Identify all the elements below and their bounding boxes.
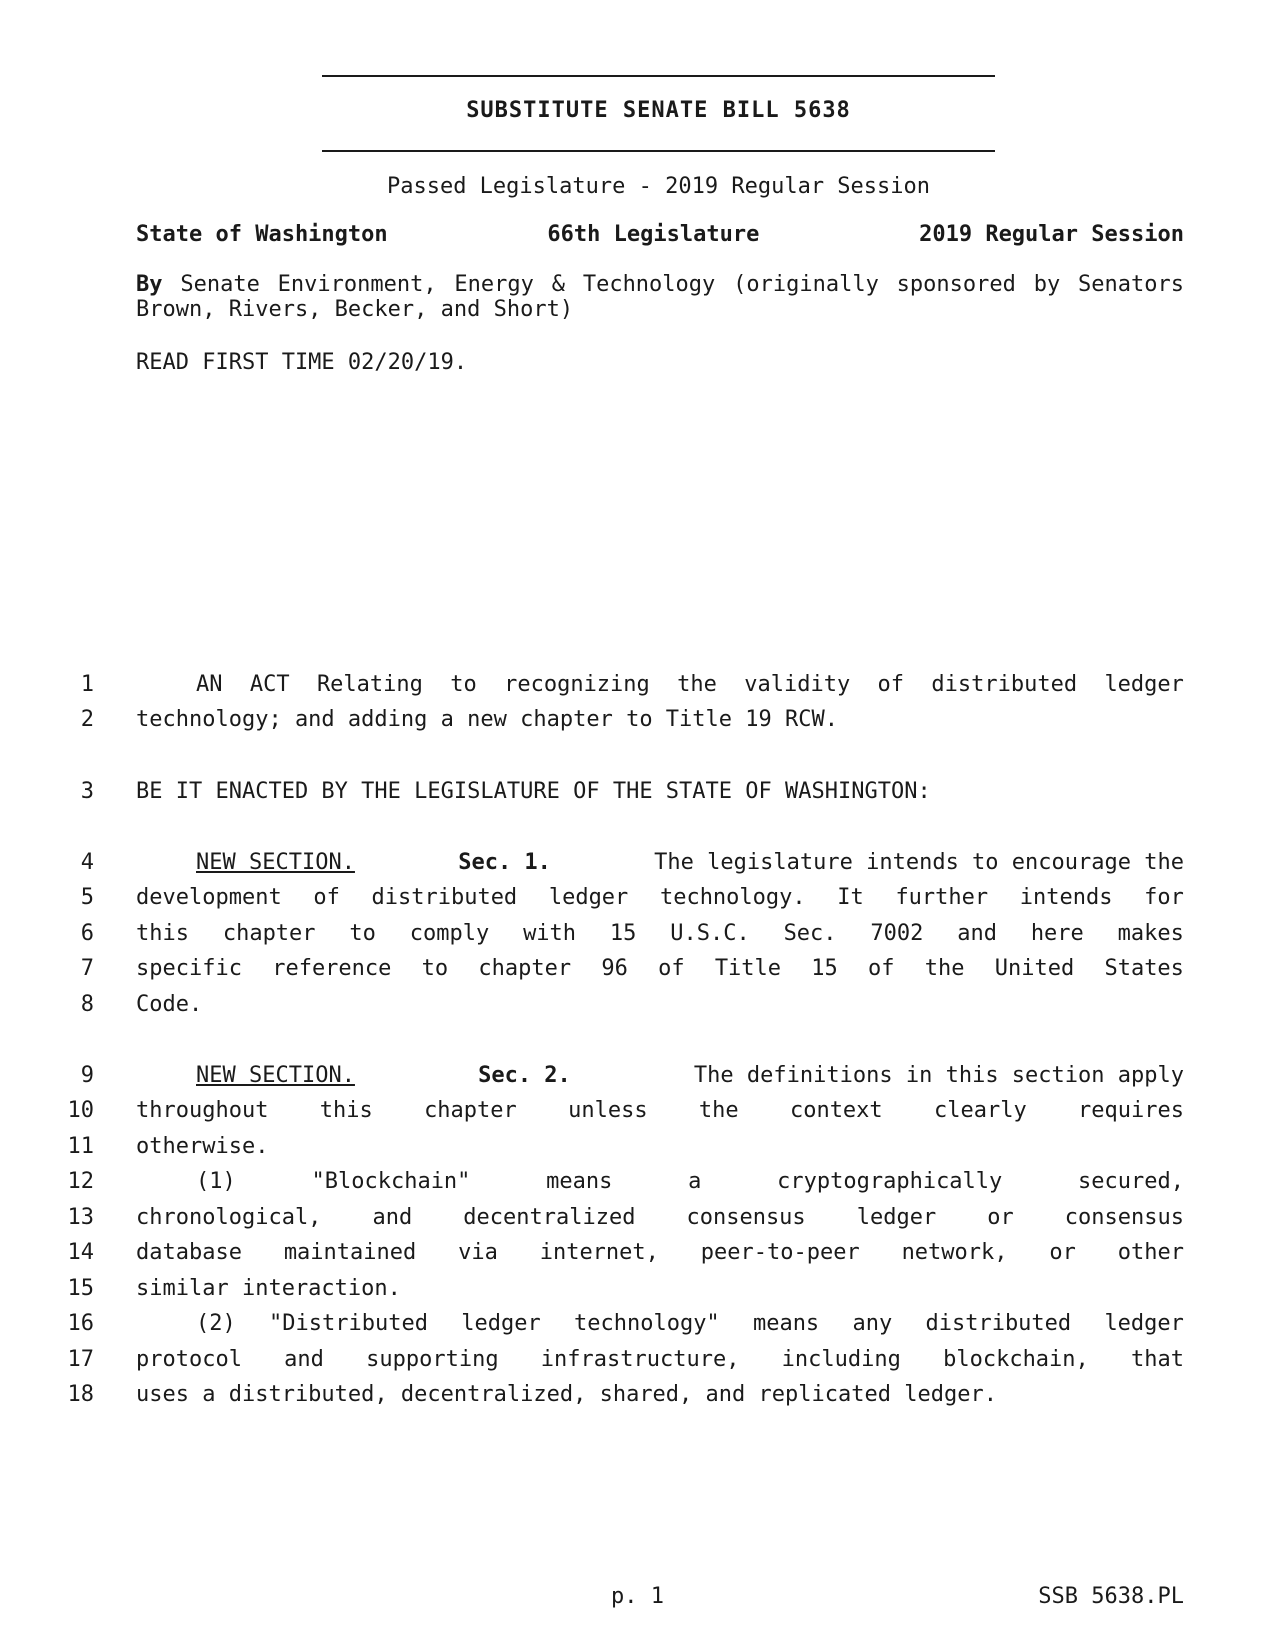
word: protocol [136, 1347, 242, 1372]
word: ledger [548, 885, 629, 910]
word: of [658, 956, 685, 981]
section-2-heading-line [136, 1063, 1184, 1088]
body-line [0, 992, 1275, 1029]
body-line [0, 1382, 1275, 1419]
line-text: similar interaction. [136, 1276, 401, 1301]
bill-title: SUBSTITUTE SENATE BILL 5638 [466, 98, 851, 123]
line-number: 11 [67, 1134, 94, 1159]
line-text: Code. [136, 992, 203, 1017]
line-number: 17 [67, 1347, 94, 1372]
word: maintained [283, 1240, 417, 1265]
word: network, [901, 1240, 1008, 1265]
word: distributed [931, 672, 1078, 697]
word: here [1030, 921, 1084, 946]
word: Title [714, 956, 782, 981]
word: chapter [424, 1098, 517, 1123]
word: other [1117, 1240, 1184, 1265]
body-line [0, 1347, 1275, 1384]
word: ledger [856, 1205, 937, 1230]
word: to [349, 921, 376, 946]
word: recognizing [504, 672, 650, 697]
word: that [1131, 1347, 1184, 1372]
word: unless [568, 1098, 648, 1123]
word: a [688, 1169, 702, 1194]
line-text: The definitions in this section apply [693, 1063, 1184, 1088]
word: context [789, 1098, 883, 1123]
line-text: uses a distributed, decentralized, shared, and replicated ledger. [136, 1382, 997, 1407]
word: 7002 [870, 921, 924, 946]
line-text [136, 956, 1184, 981]
body-line [0, 850, 1275, 887]
word: "Blockchain" [311, 1169, 471, 1194]
word: 15 [609, 921, 637, 946]
word: validity [744, 672, 851, 697]
word: peer-to-peer [700, 1240, 860, 1265]
body-line [0, 1276, 1275, 1313]
word: technology" [573, 1311, 720, 1336]
word: ledger [1104, 1311, 1184, 1336]
body-line [0, 921, 1275, 958]
word: (2) [196, 1311, 236, 1336]
word: and [284, 1347, 324, 1372]
word: of [877, 672, 905, 697]
word: chronological, [136, 1205, 322, 1230]
word: internet, [539, 1240, 659, 1265]
body-line [0, 779, 1275, 816]
line-number: 18 [67, 1382, 94, 1407]
body-line [0, 956, 1275, 993]
word: supporting [366, 1347, 499, 1372]
by-label: By [136, 272, 163, 297]
word: distributed [371, 885, 518, 910]
word: any [852, 1311, 893, 1336]
line-number: 13 [67, 1205, 94, 1230]
enacting-clause: BE IT ENACTED BY THE LEGISLATURE OF THE STATE OF WASHINGTON: [136, 779, 931, 804]
section-1-heading-line [136, 850, 1184, 875]
word: ACT [249, 672, 290, 697]
word: of [313, 885, 340, 910]
line-text: The legislature intends to encourage the [654, 850, 1184, 875]
body-line [0, 1063, 1275, 1100]
word: database [136, 1240, 242, 1265]
line-number: 2 [80, 707, 94, 732]
read-first-time: READ FIRST TIME 02/20/19. [136, 350, 468, 375]
line-text [136, 885, 1184, 910]
word: to [421, 956, 449, 981]
line-text: technology; and adding a new chapter to Title 19 RCW. [136, 707, 838, 732]
word: specific [136, 956, 242, 981]
word: for [1144, 885, 1184, 910]
word: States [1104, 956, 1184, 981]
word: Sec. [783, 921, 837, 946]
word: chapter [478, 956, 572, 981]
body-line [0, 1169, 1275, 1206]
word: or [1049, 1240, 1076, 1265]
line-number: 7 [80, 956, 94, 981]
word: further [895, 885, 989, 910]
word: United [994, 956, 1075, 981]
sponsor-statement [136, 272, 1184, 322]
line-number: 10 [67, 1098, 94, 1123]
line-number: 8 [80, 992, 94, 1017]
sponsor-text: Senate Environment, Energy & Technology (originally sponsored by Senators Brown, Rivers, Becker, and Short) [136, 272, 1184, 322]
word: of [868, 956, 895, 981]
word: means [752, 1311, 820, 1336]
line-text [136, 672, 1184, 697]
state-label: State of Washington [136, 222, 388, 247]
line-number: 16 [67, 1311, 94, 1336]
word: technology. [659, 885, 806, 910]
word: the [677, 672, 717, 697]
word: blockchain, [943, 1347, 1089, 1372]
new-section-label: NEW SECTION. [196, 850, 355, 875]
body-line [0, 1134, 1275, 1171]
word: AN [196, 672, 223, 697]
line-text [136, 1205, 1184, 1230]
legislature-label: 66th Legislature [547, 222, 760, 247]
word: requires [1078, 1098, 1184, 1123]
line-number: 3 [80, 779, 94, 804]
word: and [957, 921, 997, 946]
line-text [136, 1311, 1184, 1336]
word: intends [1019, 885, 1113, 910]
word: makes [1117, 921, 1184, 946]
word: cryptographically [777, 1169, 1003, 1194]
word: ledger [1104, 672, 1184, 697]
line-text: otherwise. [136, 1134, 269, 1159]
line-number: 12 [67, 1169, 94, 1194]
word: means [546, 1169, 613, 1194]
section-1-label: Sec. 1. [458, 850, 551, 875]
word: clearly [933, 1098, 1027, 1123]
word: 15 [811, 956, 838, 981]
body-line [0, 885, 1275, 922]
word: throughout [136, 1098, 269, 1123]
header-top-rule [322, 75, 995, 77]
word: development [136, 885, 282, 910]
line-text [136, 1240, 1184, 1265]
word: "Distributed [269, 1311, 428, 1336]
word: chapter [222, 921, 316, 946]
line-number: 6 [80, 921, 94, 946]
word: comply [409, 921, 490, 946]
word: infrastructure, [540, 1347, 740, 1372]
line-number: 4 [80, 850, 94, 875]
line-number: 9 [80, 1063, 94, 1088]
body-line [0, 1098, 1275, 1135]
word: the [698, 1098, 739, 1123]
passed-legislature-line: Passed Legislature - 2019 Regular Session [386, 174, 931, 199]
word: the [924, 956, 965, 981]
word: to [450, 672, 477, 697]
line-text [136, 1347, 1184, 1372]
body-line [0, 672, 1275, 709]
word: and [372, 1205, 413, 1230]
new-section-label: NEW SECTION. [196, 1063, 355, 1088]
body-line [0, 1311, 1275, 1348]
body-line [0, 1205, 1275, 1242]
word: U.S.C. [670, 921, 750, 946]
word: or [987, 1205, 1014, 1230]
word: decentralized [463, 1205, 636, 1230]
line-number: 14 [67, 1240, 94, 1265]
word: reference [272, 956, 392, 981]
line-text [136, 921, 1184, 946]
line-number: 15 [67, 1276, 94, 1301]
word: distributed [925, 1311, 1072, 1336]
word: 96 [601, 956, 628, 981]
word: including [781, 1347, 901, 1372]
body-line [0, 1240, 1275, 1277]
word: consensus [1064, 1205, 1184, 1230]
section-2-label: Sec. 2. [478, 1063, 571, 1088]
word: ledger [461, 1311, 541, 1336]
word: consensus [686, 1205, 806, 1230]
session-info-row [136, 222, 1184, 247]
line-text [136, 1169, 1184, 1194]
line-text [136, 1098, 1184, 1123]
document-code: SSB 5638.PL [1038, 1584, 1184, 1609]
line-number: 5 [80, 885, 94, 910]
word: secured, [1078, 1169, 1184, 1194]
word: Relating [316, 672, 423, 697]
word: (1) [196, 1169, 236, 1194]
session-label: 2019 Regular Session [919, 222, 1184, 247]
word: this [136, 921, 189, 946]
word: via [458, 1240, 498, 1265]
body-line [0, 707, 1275, 744]
word: It [837, 885, 864, 910]
line-number: 1 [80, 672, 94, 697]
word: with [523, 921, 577, 946]
header-bottom-rule [322, 150, 995, 152]
word: this [319, 1098, 373, 1123]
page-number: p. 1 [611, 1584, 664, 1609]
